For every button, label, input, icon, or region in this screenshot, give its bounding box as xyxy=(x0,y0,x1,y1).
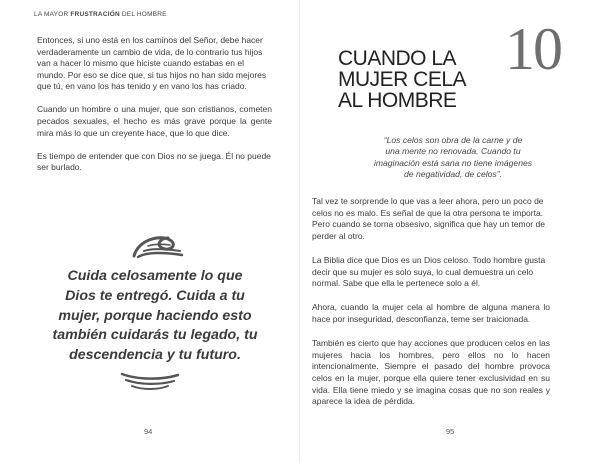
epigraph-line: de negatividad, de celos”. xyxy=(404,169,502,180)
epigraph xyxy=(358,135,548,181)
paragraph: La Biblia dice que Dios es un Dios celoso. Todo hombre gusta decir que su mujer es solo suya, lo cual demuestra un celo normal. Sabe que ella le pertenece solo a él. xyxy=(312,254,546,289)
body-text xyxy=(312,196,550,420)
paragraph: Ahora, cuando la mujer cela al hombre de alguna manera lo hace por inseguridad, desconfianza, teme ser traicionada. xyxy=(312,302,550,324)
paragraph: Tal vez te sorprende lo que vas a leer ahora, pero un poco de celos no es malo. Es señal de que la otra persona te importa. Pero cuando se torna obsesivo, significa que hay un temor de perder al otro. xyxy=(312,196,545,241)
pull-quote-line: también cuidarás tu legado, tu xyxy=(52,327,258,344)
flourish-bottom-icon xyxy=(118,370,183,392)
running-head-part: DEL HOMBRE xyxy=(121,11,167,18)
paragraph: Entonces, si uno está en los caminos del Señor, debe hacer verdaderamente un cambio de vida, de lo contrario tus hijos van a hacer lo mismo que hiciste cuando estabas en el mundo. Por eso se dice que, si tus hijos no han sido mejores que tú, en vano los has tenido y en vano los has criado. xyxy=(37,35,267,92)
chapter-title-line: MUJER CELA xyxy=(338,68,467,91)
body-text xyxy=(37,35,272,185)
chapter-number: 10 xyxy=(505,16,561,82)
pull-quote-line: Cuida celosamente lo que xyxy=(67,268,243,284)
chapter-title-line: CUANDO LA xyxy=(338,47,457,70)
paragraph: Es tiempo de entender que con Dios no se juega. Él no puede ser burlado. xyxy=(37,150,271,173)
pull-quote-line: descendencia y tu futuro. xyxy=(69,347,241,364)
pull-quote-line: mujer, porque haciendo esto xyxy=(58,307,252,324)
chapter-title-line: AL HOMBRE xyxy=(338,89,457,112)
paragraph: También es cierto que hay acciones que producen celos en las mujeres hacia los hombres, pero ellos no lo hacen intencionalmente. Siempre el pasado del hombre provoca celos en la mujer, porque ella quiere tener exclusividad en su vida. Ella tiene miedo y se imagina cosas que no son reales y aparece la idea de pérdida. xyxy=(312,338,550,407)
flourish-top-icon xyxy=(130,230,185,260)
pull-quote-line: Dios te entregó. Cuida a tu xyxy=(65,287,245,304)
page-number: 95 xyxy=(446,427,455,436)
pull-quote xyxy=(40,267,270,366)
running-head xyxy=(34,11,167,18)
epigraph-line: imaginación está sana no tiene imágenes xyxy=(373,157,533,168)
running-head-emphasis: FRUSTRACIÓN xyxy=(70,11,120,18)
epigraph-line: una mente no renovada. Cuando tu xyxy=(385,146,521,157)
chapter-title xyxy=(338,48,466,111)
paragraph: Cuando un hombre o una mujer, que son cristianos, cometen pecados sexuales, el hecho es más grave porque la gente mira más lo que un creyente hace, que lo que dice. xyxy=(37,104,272,138)
page-number: 94 xyxy=(144,427,153,436)
running-head-part: LA MAYOR xyxy=(34,11,69,18)
epigraph-line: “Los celos son obra de la carne y de xyxy=(383,135,523,145)
